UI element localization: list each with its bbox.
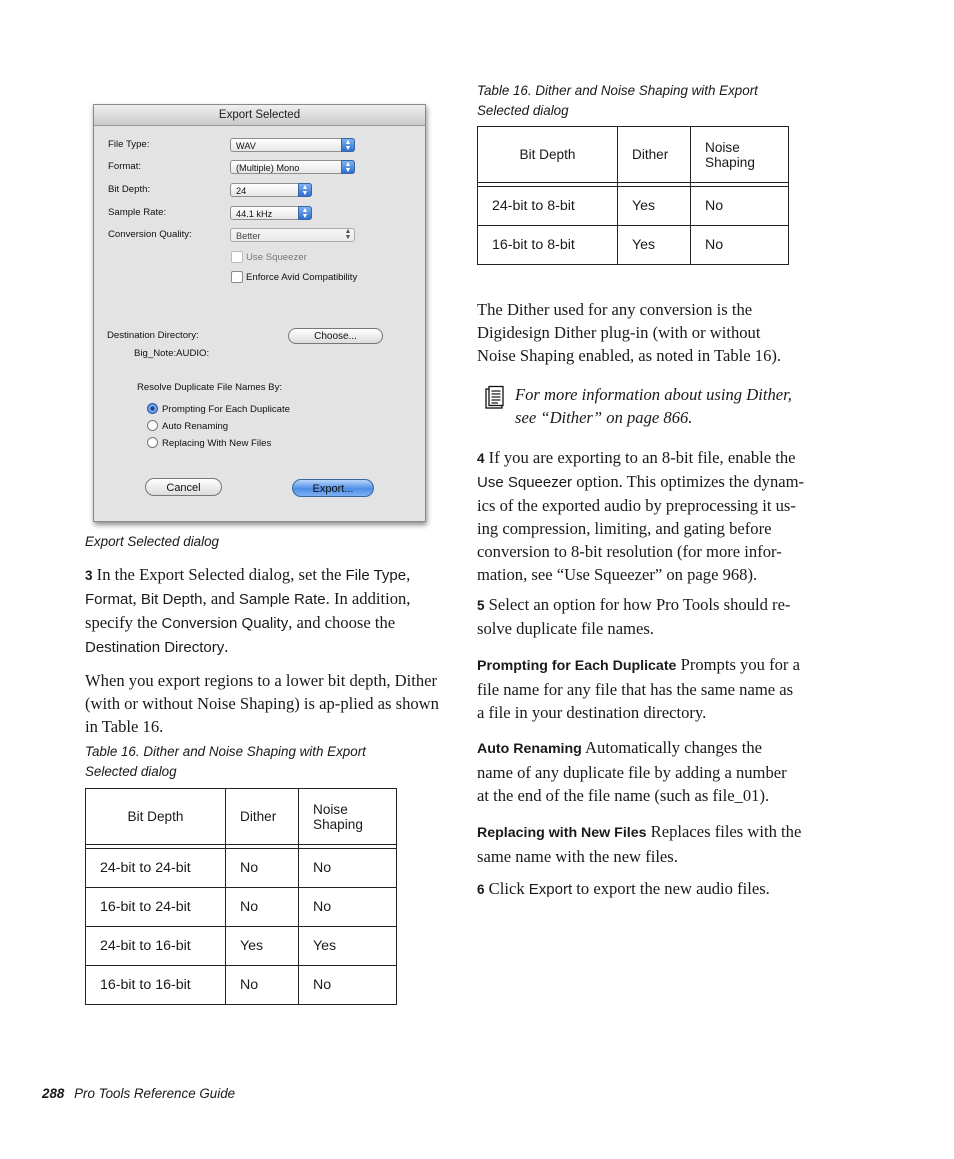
text-line: For more information about using Dither,: [515, 385, 792, 404]
dither-table-right: [477, 126, 789, 265]
table-caption-line: Table 16. Dither and Noise Shaping with Export: [477, 83, 758, 98]
text-line: same name with the new files.: [477, 847, 678, 866]
table-cell: No: [299, 888, 397, 927]
header-line: Noise: [705, 139, 740, 155]
auto-renaming-label: Auto Renaming: [162, 421, 229, 432]
header-line: Shaping: [705, 154, 755, 170]
export-button[interactable]: Export...: [292, 479, 374, 497]
ui-term: Use Squeezer: [477, 474, 573, 491]
table-cell: 16-bit to 16-bit: [86, 966, 226, 1005]
enforce-avid-checkbox[interactable]: [231, 271, 243, 283]
text-line: solve duplicate file names.: [477, 619, 654, 638]
text-line: Click: [488, 879, 529, 898]
step-text: . In addition, specify the: [85, 589, 411, 632]
header-noise-shaping: [299, 789, 397, 845]
dither-table-left: [85, 788, 397, 1005]
table-cell: Yes: [618, 187, 691, 226]
step-text: ,: [132, 589, 141, 608]
bit-depth-value: 24: [236, 186, 247, 196]
ui-term: Format: [85, 591, 133, 608]
conversion-quality-popup[interactable]: [230, 228, 355, 242]
table-cell: Yes: [618, 226, 691, 265]
table-cell: No: [691, 187, 789, 226]
header-line: Noise: [313, 801, 348, 817]
step-number: 4: [477, 451, 485, 466]
popup-arrows-icon: ▲ ▼: [298, 206, 312, 220]
table-cell: No: [299, 849, 397, 888]
bit-depth-label: Bit Depth:: [108, 184, 151, 195]
table-cell: 24-bit to 8-bit: [478, 187, 618, 226]
text-line: Select an option for how Pro Tools should re-: [488, 595, 791, 614]
table-cell: 16-bit to 8-bit: [478, 226, 618, 265]
cancel-button[interactable]: Cancel: [145, 478, 222, 496]
prompting-description: [477, 653, 839, 724]
table-row: [478, 226, 789, 265]
popup-arrows-icon: ▲ ▼: [298, 183, 312, 197]
step-text: .: [224, 637, 229, 656]
text-line: at the end of the file name (such as file_01).: [477, 786, 770, 805]
ui-term: File Type: [345, 567, 407, 584]
table-cell: Yes: [299, 927, 397, 966]
format-value: (Multiple) Mono: [236, 163, 300, 173]
text-line: If you are exporting to an 8-bit file, enable the: [488, 448, 796, 467]
step-text: , and: [202, 589, 239, 608]
destination-label: Destination Directory:: [107, 330, 199, 341]
bit-depth-popup[interactable]: [230, 183, 312, 197]
table-header-row: [478, 127, 789, 183]
table-cell: 24-bit to 16-bit: [86, 927, 226, 966]
table-header-row: [86, 789, 397, 845]
auto-renaming-radio[interactable]: [147, 420, 158, 431]
header-bit-depth: Bit Depth: [478, 127, 618, 183]
step-4: [477, 446, 839, 586]
text-line: Automatically changes the: [581, 738, 763, 757]
step-number: 6: [477, 882, 485, 897]
term-heading: Prompting for Each Duplicate: [477, 658, 677, 674]
header-dither: Dither: [226, 789, 299, 845]
header-noise-shaping: [691, 127, 789, 183]
table-cell: 16-bit to 24-bit: [86, 888, 226, 927]
dialog-title: Export Selected: [94, 105, 425, 126]
prompting-radio[interactable]: [147, 403, 158, 414]
file-type-popup[interactable]: [230, 138, 355, 152]
replacing-description: [477, 820, 839, 868]
format-label: Format:: [108, 161, 142, 172]
sample-rate-popup[interactable]: [230, 206, 312, 220]
table-caption-line: Selected dialog: [85, 763, 177, 779]
table-cell: No: [226, 966, 299, 1005]
page-footer: [42, 1086, 235, 1101]
page-number: 288: [42, 1086, 65, 1101]
header-dither: Dither: [618, 127, 691, 183]
text-line: option. This optimizes the dynam-: [572, 472, 805, 491]
conversion-quality-value: Better: [236, 231, 261, 241]
header-bit-depth: Bit Depth: [86, 789, 226, 845]
term-heading: Replacing with New Files: [477, 825, 647, 841]
popup-arrows-icon: ▲ ▼: [341, 160, 355, 174]
term-heading: Auto Renaming: [477, 741, 582, 757]
step-text: In the Export Selected dialog, set the: [96, 565, 346, 584]
text-line: ing compression, limiting, and gating before: [477, 519, 772, 538]
table-row: [86, 927, 397, 966]
file-type-label: File Type:: [108, 139, 150, 150]
replacing-radio[interactable]: [147, 437, 158, 448]
note-text: [515, 383, 835, 429]
sample-rate-value: 44.1 kHz: [236, 209, 273, 219]
ui-term: Bit Depth: [140, 591, 203, 608]
text-line: name of any duplicate file by adding a number: [477, 763, 787, 782]
text-line: Replaces files with the: [646, 822, 802, 841]
table-row: [478, 187, 789, 226]
text-line: see “Dither” on page 866.: [515, 408, 693, 427]
dither-paragraph: [477, 298, 837, 367]
text-line: Digidesign Dither plug-in (with or without: [477, 323, 761, 342]
bit-depth-paragraph: When you export regions to a lower bit depth, Dither (with or without Noise Shaping) is ap-plied as shown in Table 16.: [85, 671, 439, 736]
step-3: [85, 563, 445, 659]
resolve-label: Resolve Duplicate File Names By:: [137, 382, 283, 393]
step-6: [477, 877, 839, 901]
step-number: 3: [85, 568, 93, 583]
text-line: ics of the exported audio by preprocessing it us-: [477, 496, 796, 515]
text-line: to export the new audio files.: [572, 879, 770, 898]
text-line: a file in your destination directory.: [477, 703, 707, 722]
text-line: mation, see “Use Squeezer” on page 968).: [477, 565, 758, 584]
file-type-value: WAV: [236, 141, 256, 151]
table-row: [86, 849, 397, 888]
sample-rate-label: Sample Rate:: [108, 207, 167, 218]
step-number: 5: [477, 598, 485, 613]
table-cell: 24-bit to 24-bit: [86, 849, 226, 888]
step-text: , and choose the: [288, 613, 396, 632]
popup-arrows-icon: ▲ ▼: [344, 228, 352, 241]
use-squeezer-checkbox[interactable]: [231, 251, 243, 263]
header-line: Shaping: [313, 816, 363, 832]
destination-path: Big_Note:AUDIO:: [134, 348, 210, 359]
text-line: conversion to 8-bit resolution (for more infor-: [477, 542, 782, 561]
ui-term: Destination Directory: [85, 639, 225, 656]
note-icon: [484, 385, 506, 410]
replacing-label: Replacing With New Files: [162, 438, 272, 449]
table-caption-line: Table 16. Dither and Noise Shaping with Export: [85, 744, 366, 759]
text-line: Noise Shaping enabled, as noted in Table 16).: [477, 346, 782, 365]
table-row: [86, 888, 397, 927]
enforce-avid-label: Enforce Avid Compatibility: [246, 272, 358, 283]
step-5: [477, 593, 839, 640]
export-selected-dialog: [93, 104, 426, 522]
table-row: [86, 966, 397, 1005]
step-text: ,: [406, 565, 411, 584]
table-cell: Yes: [226, 927, 299, 966]
table-cell: No: [226, 849, 299, 888]
table-caption: [477, 81, 758, 120]
guide-title: Pro Tools Reference Guide: [74, 1086, 236, 1101]
text-line: file name for any file that has the same name as: [477, 680, 794, 699]
ui-term: Export: [528, 881, 573, 898]
table-cell: No: [691, 226, 789, 265]
format-popup[interactable]: [230, 160, 355, 174]
table-cell: No: [226, 888, 299, 927]
figure-caption: Export Selected dialog: [85, 534, 219, 549]
ui-term: Conversion Quality: [161, 615, 289, 632]
ui-term: Sample Rate: [238, 591, 326, 608]
table-caption: [85, 742, 366, 781]
use-squeezer-label: Use Squeezer: [246, 252, 307, 263]
choose-button[interactable]: Choose...: [288, 328, 383, 344]
table-cell: No: [299, 966, 397, 1005]
prompting-label: Prompting For Each Duplicate: [162, 404, 290, 415]
table-caption-line: Selected dialog: [477, 102, 569, 118]
auto-renaming-description: [477, 736, 839, 807]
conversion-quality-label: Conversion Quality:: [108, 229, 192, 240]
popup-arrows-icon: ▲ ▼: [341, 138, 355, 152]
text-line: The Dither used for any conversion is the: [477, 300, 753, 319]
text-line: Prompts you for a: [676, 655, 800, 674]
